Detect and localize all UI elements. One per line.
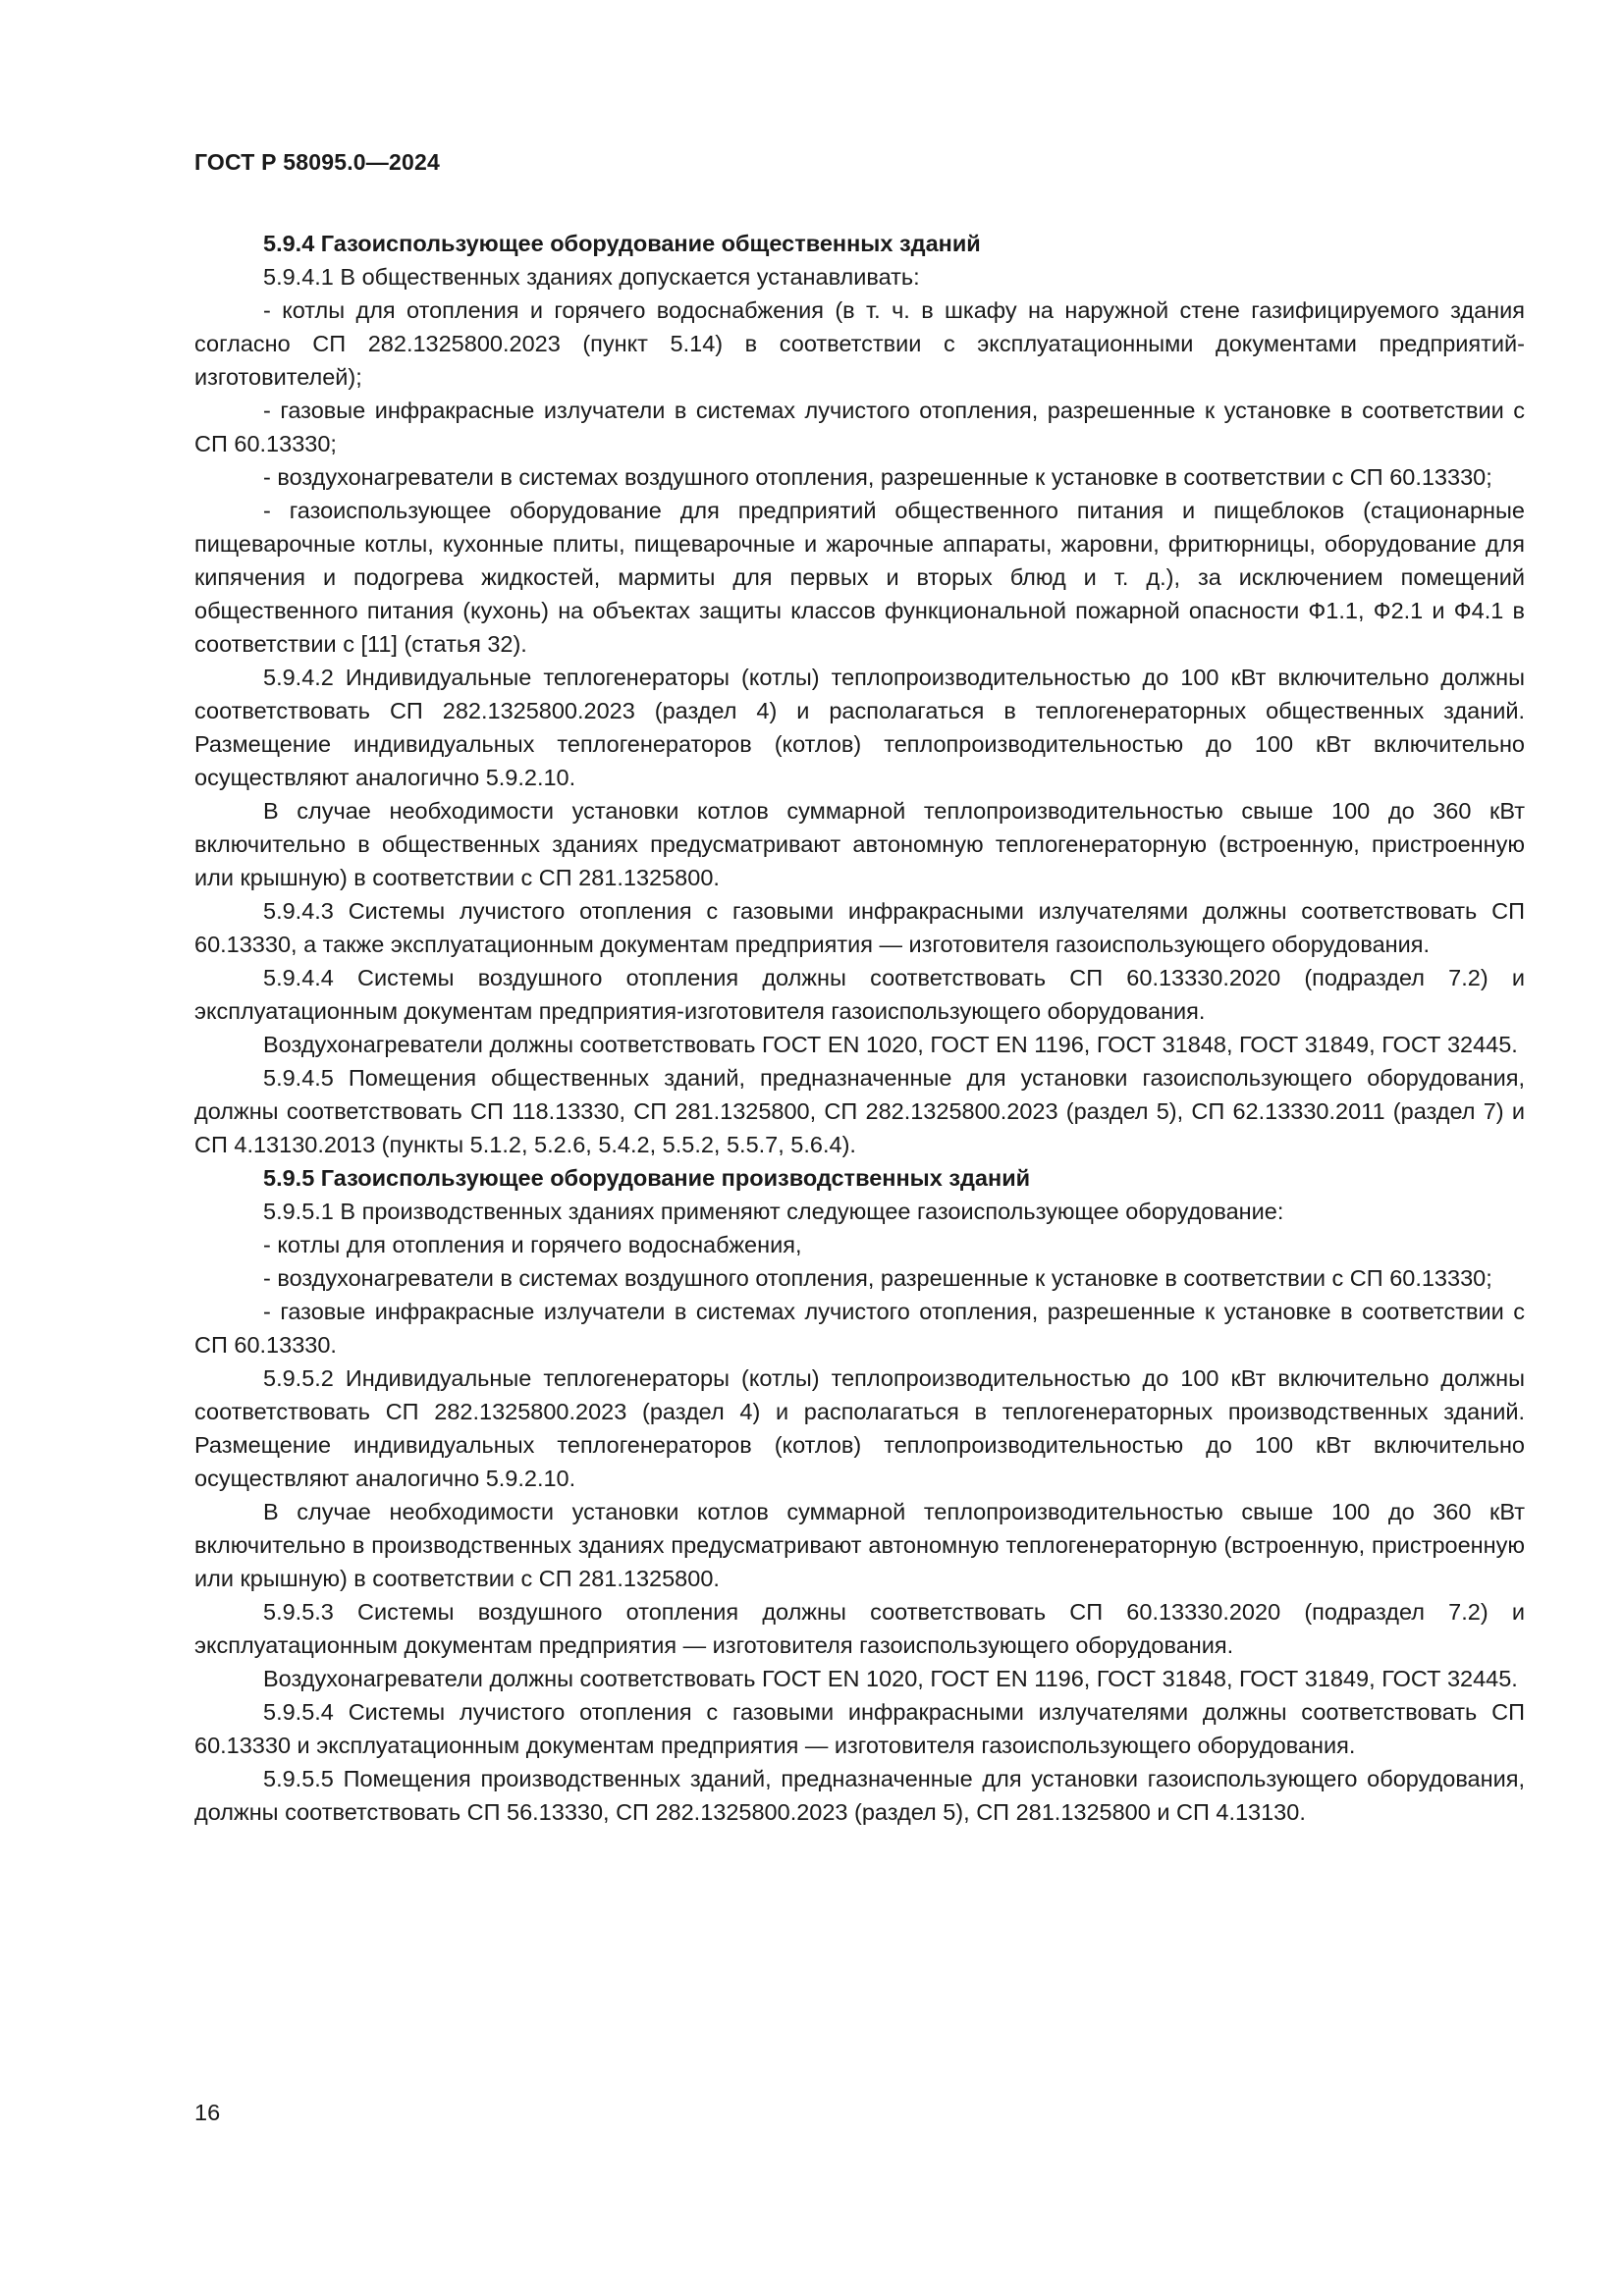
page-number: 16 xyxy=(194,2100,221,2125)
list-item: - газоиспользующее оборудование для предприятий общественного питания и пищеблоков (стационарные пищеварочные котлы, кухонные плиты, пищеварочные и жарочные аппараты, жаровни, фритюрницы, оборудование для кипячения и подогрева жидкостей, мармиты для первых и вторых блюд и т. д.), за исключением помещений общественного питания (кухонь) на объектах защиты классов функциональной пожарной опасности Ф1.1, Ф2.1 и Ф4.1 в соответствии с [11] (статья 32). xyxy=(194,498,1525,657)
paragraph: 5.9.4.1 В общественных зданиях допускается устанавливать: xyxy=(263,264,920,290)
document-header: ГОСТ Р 58095.0—2024 xyxy=(194,149,440,175)
paragraph: 5.9.5.3 Системы воздушного отопления должны соответствовать СП 60.13330.2020 (подраздел 7.2) и эксплуатационным документам предприятия — изготовителя газоиспользующего оборудования. xyxy=(194,1599,1525,1658)
paragraph: 5.9.4.2 Индивидуальные теплогенераторы (котлы) теплопроизводительностью до 100 кВт включительно должны соответствовать СП 282.1325800.2023 (раздел 4) и располагаться в теплогенераторных общественных зданий. Размещение индивидуальных теплогенераторов (котлов) теплопроизводительностью до 100 кВт включительно осуществляют аналогично 5.9.2.10. xyxy=(194,665,1525,790)
list-item: - воздухонагреватели в системах воздушного отопления, разрешенные к установке в соответствии с СП 60.13330; xyxy=(263,464,1492,490)
paragraph: 5.9.5.1 В производственных зданиях применяют следующее газоиспользующее оборудование: xyxy=(263,1199,1284,1224)
list-item: - котлы для отопления и горячего водоснабжения (в т. ч. в шкафу на наружной стене газифицируемого здания согласно СП 282.1325800.2023 (пункт 5.14) в соответствии с эксплуатационными документами предприятий-изготовителей); xyxy=(194,297,1525,390)
paragraph: В случае необходимости установки котлов суммарной теплопроизводительностью свыше 100 до 360 кВт включительно в производственных зданиях предусматривают автономную теплогенераторную (встроенную, пристроенную или крышную) в соответствии с СП 281.1325800. xyxy=(194,1499,1525,1591)
list-item: - воздухонагреватели в системах воздушного отопления, разрешенные к установке в соответствии с СП 60.13330; xyxy=(263,1265,1492,1291)
paragraph: 5.9.4.4 Системы воздушного отопления должны соответствовать СП 60.13330.2020 (подраздел 7.2) и эксплуатационным документам предприятия-изготовителя газоиспользующего оборудования. xyxy=(194,965,1525,1024)
paragraph: 5.9.5.2 Индивидуальные теплогенераторы (котлы) теплопроизводительностью до 100 кВт включительно должны соответствовать СП 282.1325800.2023 (раздел 4) и располагаться в теплогенераторных производственных зданий. Размещение индивидуальных теплогенераторов (котлов) теплопроизводительностью до 100 кВт включительно осуществляют аналогично 5.9.2.10. xyxy=(194,1365,1525,1491)
document-body xyxy=(194,227,1525,1829)
section-heading-5-9-5: 5.9.5 Газоиспользующее оборудование производственных зданий xyxy=(263,1165,1031,1191)
paragraph: 5.9.4.5 Помещения общественных зданий, предназначенные для установки газоиспользующего оборудования, должны соответствовать СП 118.13330, СП 281.1325800, СП 282.1325800.2023 (раздел 5), СП 62.13330.2011 (раздел 7) и СП 4.13130.2013 (пункты 5.1.2, 5.2.6, 5.4.2, 5.5.2, 5.5.7, 5.6.4). xyxy=(194,1065,1525,1157)
paragraph: 5.9.5.4 Системы лучистого отопления с газовыми инфракрасными излучателями должны соответствовать СП 60.13330 и эксплуатационным документам предприятия — изготовителя газоиспользующего оборудования. xyxy=(194,1699,1525,1758)
list-item: - газовые инфракрасные излучатели в системах лучистого отопления, разрешенные к установке в соответствии с СП 60.13330. xyxy=(194,1299,1525,1358)
list-item: - газовые инфракрасные излучатели в системах лучистого отопления, разрешенные к установке в соответствии с СП 60.13330; xyxy=(194,398,1525,456)
paragraph: Воздухонагреватели должны соответствовать ГОСТ EN 1020, ГОСТ EN 1196, ГОСТ 31848, ГОСТ 31849, ГОСТ 32445. xyxy=(263,1032,1518,1057)
paragraph: В случае необходимости установки котлов суммарной теплопроизводительностью свыше 100 до 360 кВт включительно в общественных зданиях предусматривают автономную теплогенераторную (встроенную, пристроенную или крышную) в соответствии с СП 281.1325800. xyxy=(194,798,1525,890)
paragraph: 5.9.4.3 Системы лучистого отопления с газовыми инфракрасными излучателями должны соответствовать СП 60.13330, а также эксплуатационным документам предприятия — изготовителя газоиспользующего оборудования. xyxy=(194,898,1525,957)
paragraph: Воздухонагреватели должны соответствовать ГОСТ EN 1020, ГОСТ EN 1196, ГОСТ 31848, ГОСТ 31849, ГОСТ 32445. xyxy=(263,1666,1518,1691)
section-heading-5-9-4: 5.9.4 Газоиспользующее оборудование общественных зданий xyxy=(263,231,981,256)
list-item: - котлы для отопления и горячего водоснабжения, xyxy=(263,1232,802,1257)
paragraph: 5.9.5.5 Помещения производственных зданий, предназначенные для установки газоиспользующего оборудования, должны соответствовать СП 56.13330, СП 282.1325800.2023 (раздел 5), СП 281.1325800 и СП 4.13130. xyxy=(194,1766,1525,1825)
